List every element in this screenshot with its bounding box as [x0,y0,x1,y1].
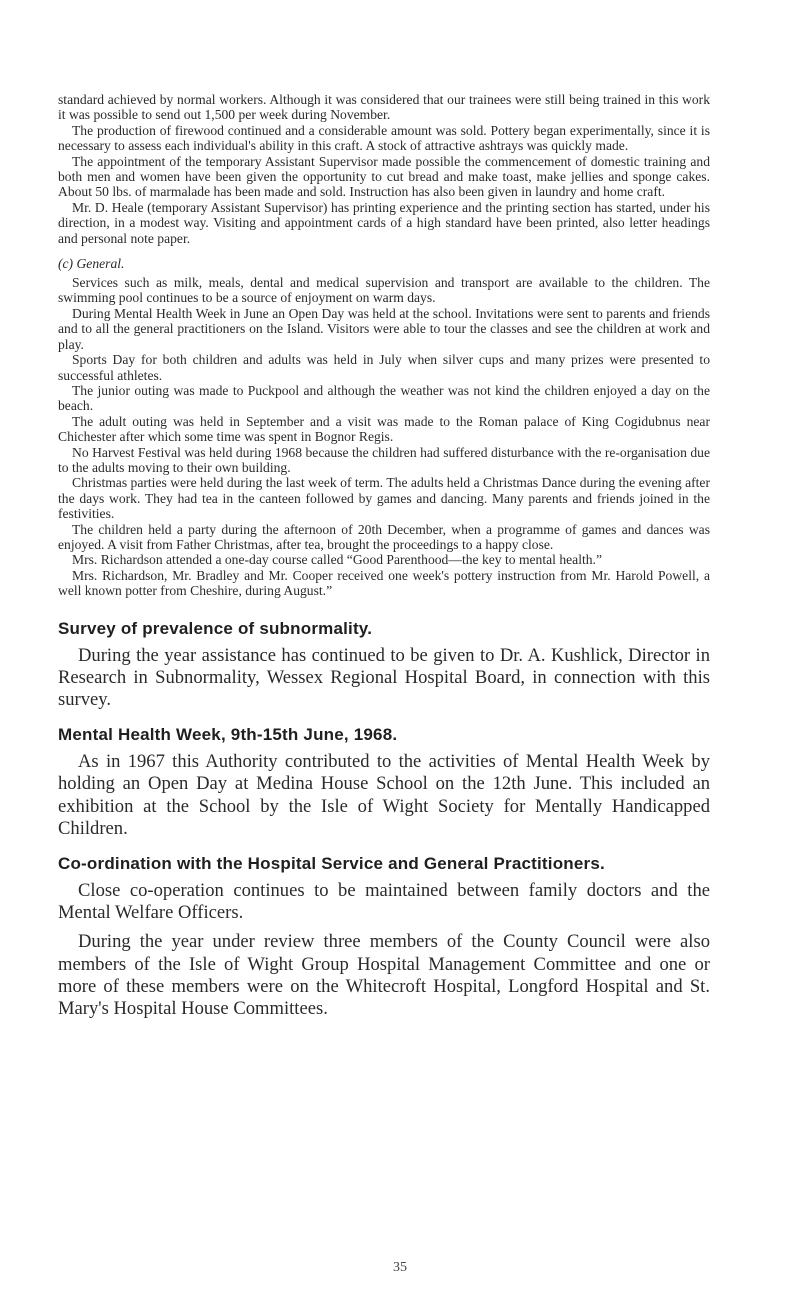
paragraph: Christmas parties were held during the last week of term. The adults held a Christmas Dance during the evening after the days work. They had tea in the canteen followed by games and dancing. Many parents and friends joined in the festivities. [58,475,710,522]
paragraph: The production of firewood continued and a considerable amount was sold. Pottery began experimentally, since it is necessary to assess each individual's ability in this craft. A stock of attractive ashtrays was quickly made. [58,122,710,154]
section-heading: Co-ordination with the Hospital Service and General Practitioners. [58,854,605,874]
paragraph: The appointment of the temporary Assistant Supervisor made possible the commencement of domestic training and both men and women have been given the opportunity to cut bread and make toast, make jellies and sponge cakes. About 50 lbs. of marmalade has been made and sold. Instruction has also been given in laundry and home craft. [58,153,710,200]
coordination-section [58,854,710,1020]
paragraph: The junior outing was made to Puckpool and although the weather was not kind the children enjoyed a day on the beach. [58,382,710,414]
mental-health-week-section [58,725,710,840]
paragraph: The children held a party during the afternoon of 20th December, when a programme of games and dances was enjoyed. A visit from Father Christmas, after tea, brought the proceedings to a happy close. [58,521,710,552]
paragraph: standard achieved by normal workers. Although it was considered that our trainees were still being trained in this work it was possible to send out 1,500 per week during November. [58,92,710,123]
survey-section [58,619,710,712]
subsection-heading: (c) General. [58,256,125,272]
paragraph: Services such as milk, meals, dental and medical supervision and transport are available to the children. The swimming pool continues to be a source of enjoyment on warm days. [58,275,710,306]
document-page [58,92,710,1020]
paragraph: Mrs. Richardson attended a one-day course called “Good Parenthood—the key to mental health.” [72,552,602,568]
paragraph: The adult outing was held in September and a visit was made to the Roman palace of King Cogidubnus near Chichester after which some time was spent in Bognor Regis. [58,413,710,445]
paragraph: As in 1967 this Authority contributed to the activities of Mental Health Week by holding an Open Day at Medina House School on the 12th June. This included an exhibition at the School by the Isle of Wight Society for Mentally Handicapped Children. [58,751,710,839]
section-heading: Survey of prevalence of subnormality. [58,618,373,638]
paragraph: Close co-operation continues to be maintained between family doctors and the Mental Welfare Officers. [58,880,710,924]
training-section [58,92,710,599]
paragraph: During the year under review three members of the County Council were also members of the Isle of Wight Group Hospital Management Committee and one or more of these members were on the Whitecroft Hospital, Longford Hospital and St. Mary's Hospital House Committees. [58,931,710,1020]
paragraph: Sports Day for both children and adults was held in July when silver cups and many prizes were presented to successful athletes. [58,352,710,383]
section-heading: Mental Health Week, 9th-15th June, 1968. [58,725,398,745]
paragraph: No Harvest Festival was held during 1968 because the children had suffered disturbance with the re-organisation due to the adults moving to their own building. [58,444,710,475]
page-number: 35 [393,1260,407,1275]
paragraph: During the year assistance has continued to be given to Dr. A. Kushlick, Director in Research in Subnormality, Wessex Regional Hospital Board, in connection with this survey. [58,644,710,710]
paragraph: Mrs. Richardson, Mr. Bradley and Mr. Cooper received one week's pottery instruction from Mr. Harold Powell, a well known potter from Cheshire, during August.” [58,567,710,599]
paragraph: During Mental Health Week in June an Open Day was held at the school. Invitations were sent to parents and friends and to all the general practitioners on the Island. Visitors were able to tour the classes and see the children at work and play. [58,305,710,352]
paragraph: Mr. D. Heale (temporary Assistant Supervisor) has printing experience and the printing section has started, under his direction, in a modest way. Visiting and appointment cards of a high standard have been printed, also letter headings and personal note paper. [58,199,710,246]
